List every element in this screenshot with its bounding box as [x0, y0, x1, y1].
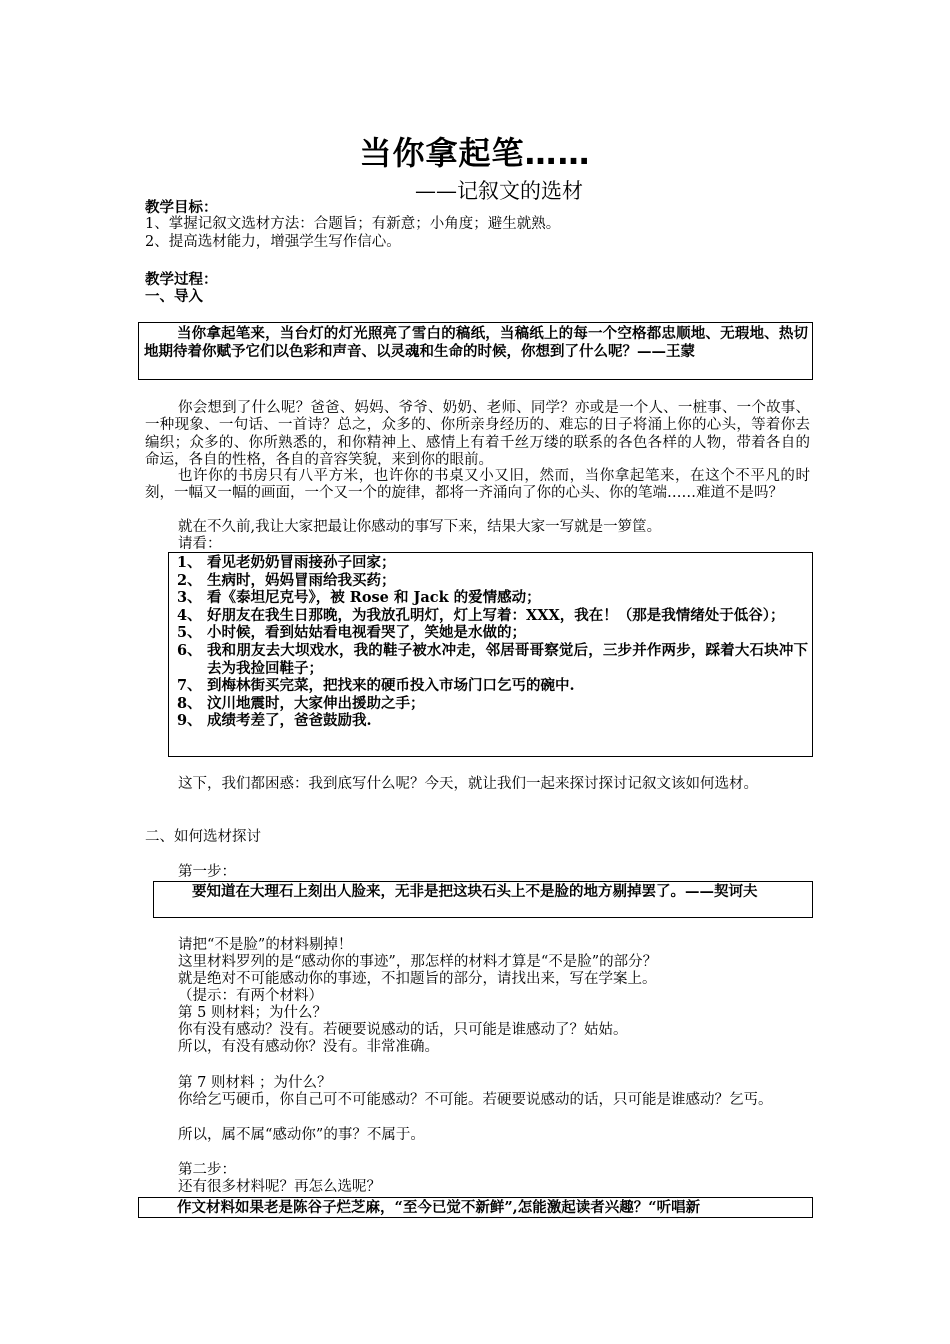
quote-box-material: 作文材料如果老是陈谷子烂芝麻，“至今已觉不新鲜”,怎能激起读者兴趣？“听唱新 — [138, 1197, 813, 1218]
step1-line: 请把“不是脸”的材料剔掉！ — [178, 937, 353, 953]
list-item: 8、 汶川地震时，大家伸出援助之手； — [177, 694, 425, 712]
quote-box-chekhov: 要知道在大理石上刻出人脸来，无非是把这块石头上不是脸的地方剔掉罢了。——契诃夫 — [153, 881, 813, 918]
step1-line: 所以，有没有感动你？没有。非常准确。 — [178, 1039, 439, 1055]
page-subtitle: ——记叙文的选材 — [415, 179, 583, 203]
paragraph: 就在不久前,我让大家把最让你感动的事写下来，结果大家一写就是一箩筐。 — [178, 519, 662, 535]
list-item: 7、 到梅林街买完菜，把找来的硬币投入市场门口乞丐的碗中. — [177, 677, 575, 695]
goals-heading: 教学目标： — [145, 199, 218, 216]
goal-item: 1、掌握记叙文选材方法：合题旨；有新意；小角度；避生就熟。 — [145, 216, 561, 232]
step1-line: 第 7 则材料 ；为什么？ — [178, 1075, 332, 1091]
section-heading-selection: 二、如何选材探讨 — [145, 829, 261, 845]
goal-item: 2、提高选材能力，增强学生写作信心。 — [145, 234, 401, 250]
paragraph: 你给乞丐硬币，你自己可不可能感动？不可能。若硬要说感动的话，只可能是谁感动？乞丐。 — [178, 1092, 773, 1108]
quote-box-wangmeng: 当你拿起笔来，当台灯的灯光照亮了雪白的稿纸，当稿纸上的每一个空格都忠顺地、无瑕地、热切地期待着你赋予它们以色彩和声音、以灵魂和生命的时候，你想到了什么呢？——王蒙 — [138, 322, 813, 380]
step1-label: 第一步： — [178, 864, 236, 880]
step1-line: 就是绝对不可能感动你的事迹，不扣题旨的部分，请找出来，写在学案上。 — [178, 971, 657, 987]
list-item: 9、 成绩考差了，爸爸鼓励我. — [177, 712, 372, 730]
list-item: 3、 看《泰坦尼克号》，被 Rose 和 Jack 的爱情感动； — [177, 589, 541, 607]
list-item: 2、 生病时，妈妈冒雨给我买药； — [177, 571, 396, 589]
step1-line: （提示：有两个材料） — [178, 988, 323, 1004]
material-list — [168, 552, 813, 757]
paragraph: 也许你的书房只有八平方米，也许你的书桌又小又旧，然而，当你拿起笔来，在这个不平凡的时刻，一幅又一幅的画面，一个又一个的旋律，都将一齐涌向了你的心头、你的笔端……难道不是吗？ — [145, 468, 810, 502]
paragraph: 这下，我们都困惑：我到底写什么呢？今天，就让我们一起来探讨探讨记叙文该如何选材。 — [178, 776, 758, 792]
list-item: 4、 好朋友在我生日那晚，为我放孔明灯，灯上写着：XXX，我在！（那是我情绪处于低谷）； — [177, 606, 785, 624]
page-title: 当你拿起笔…… — [359, 134, 591, 172]
paragraph: 请看： — [178, 536, 222, 552]
list-item: 6、 我和朋友去大坝戏水，我的鞋子被水冲走，邻居哥哥察觉后，三步并作两步，踩着大石块冲下去为我捡回鞋子； — [177, 641, 808, 677]
step2-line: 还有很多材料呢？再怎么选呢？ — [178, 1179, 381, 1195]
step1-line: 所以，属不属“感动你”的事？不属于。 — [178, 1127, 425, 1143]
step1-line: 第 5 则材料；为什么？ — [178, 1005, 327, 1021]
step1-line: 这里材料罗列的是“感动你的事迹”，那怎样的材料才算是“不是脸”的部分？ — [178, 954, 658, 970]
paragraph: 你会想到了什么呢？爸爸、妈妈、爷爷、奶奶、老师、同学？亦或是一个人、一桩事、一个故事、一种现象、一句话、一首诗？总之，众多的、你所亲身经历的、难忘的日子将涌上你的心头，等着你去编织；众多的、你所熟悉的，和你精神上、感情上有着千丝万缕的联系的各色各样的人物，带着各自的命运，各自的性格，各自的音容笑貌，来到你的眼前。 — [145, 400, 810, 469]
list-item: 5、 小时候，看到姑姑看电视看哭了，笑她是水做的； — [177, 624, 526, 642]
section-heading-intro: 一、导入 — [145, 288, 203, 305]
step1-line: 你有没有感动？没有。若硬要说感动的话，只可能是谁感动了？姑姑。 — [178, 1022, 628, 1038]
step2-label: 第二步： — [178, 1162, 236, 1178]
list-item: 1、 看见老奶奶冒雨接孙子回家； — [177, 554, 396, 571]
process-heading: 教学过程： — [145, 271, 218, 288]
